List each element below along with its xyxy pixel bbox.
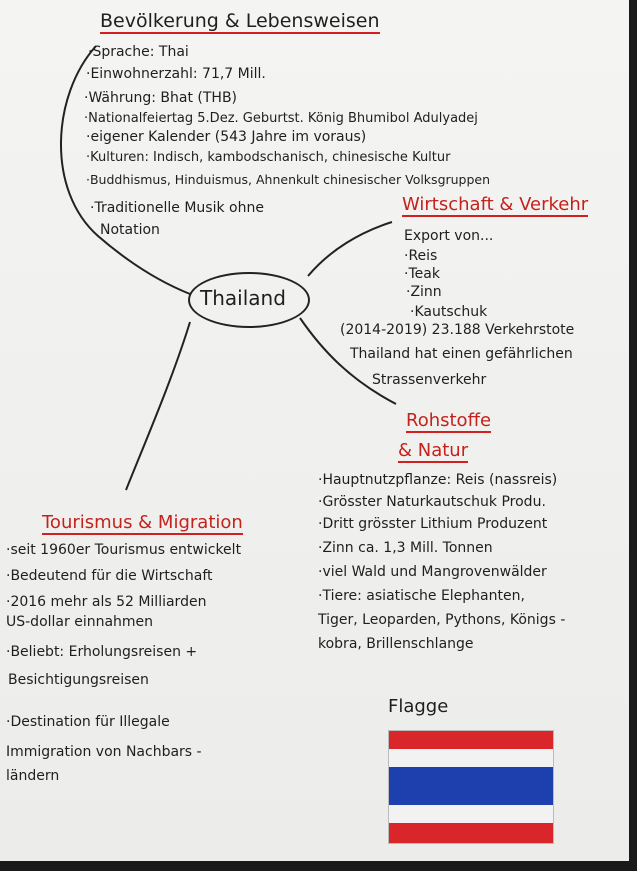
economy-item: ·Zinn bbox=[406, 284, 442, 300]
flag-stripe-white-top bbox=[389, 749, 553, 767]
branch-population bbox=[61, 46, 190, 294]
resources-item: ·Hauptnutzpflanze: Reis (nassreis) bbox=[318, 472, 558, 488]
population-item: ·Sprache: Thai bbox=[88, 44, 189, 60]
resources-heading-line2: & Natur bbox=[398, 440, 469, 461]
tourism-item: ·2016 mehr als 52 Milliarden bbox=[6, 594, 207, 610]
resources-item: ·Tiere: asiatische Elephanten, bbox=[318, 588, 525, 604]
tourism-item: Besichtigungsreisen bbox=[8, 672, 149, 688]
population-item: Notation bbox=[100, 222, 160, 238]
tourism-item: ·Bedeutend für die Wirtschaft bbox=[6, 568, 213, 584]
economy-item: ·Teak bbox=[404, 266, 440, 282]
resources-item: ·Grösster Naturkautschuk Produ. bbox=[318, 494, 546, 510]
economy-item: Thailand hat einen gefährlichen bbox=[350, 346, 573, 362]
tourism-item: ·Destination für Illegale bbox=[6, 714, 170, 730]
resources-item: ·Dritt grösster Lithium Produzent bbox=[318, 516, 548, 532]
economy-item: Export von... bbox=[404, 228, 494, 244]
resources-item: kobra, Brillenschlange bbox=[318, 636, 474, 652]
flag-stripe-red-top bbox=[389, 731, 553, 749]
flag-stripe-red-bottom bbox=[389, 823, 553, 843]
tourism-heading: Tourismus & Migration bbox=[42, 512, 243, 533]
tourism-item: ländern bbox=[6, 768, 60, 784]
branch-tourism bbox=[126, 322, 190, 490]
branch-economy bbox=[308, 222, 392, 276]
economy-item: (2014-2019) 23.188 Verkehrstote bbox=[340, 322, 575, 338]
tourism-item: US-dollar einnahmen bbox=[6, 614, 154, 630]
thailand-flag bbox=[388, 730, 554, 844]
flag-stripe-blue bbox=[389, 767, 553, 805]
flag-stripe-white-bottom bbox=[389, 805, 553, 823]
flag-label: Flagge bbox=[388, 696, 449, 717]
tourism-item: ·Beliebt: Erholungsreisen + bbox=[6, 644, 198, 660]
economy-item: ·Reis bbox=[404, 248, 438, 264]
center-node-label: Thailand bbox=[200, 286, 286, 310]
resources-item: ·Zinn ca. 1,3 Mill. Tonnen bbox=[318, 540, 493, 556]
population-item: ·Währung: Bhat (THB) bbox=[84, 90, 238, 106]
economy-heading: Wirtschaft & Verkehr bbox=[402, 194, 589, 215]
resources-heading-line1: Rohstoffe bbox=[406, 410, 492, 431]
tourism-item: Immigration von Nachbars - bbox=[6, 744, 202, 760]
population-item: ·Kulturen: Indisch, kambodschanisch, chinesische Kultur bbox=[86, 150, 451, 165]
tourism-item: ·seit 1960er Tourismus entwickelt bbox=[6, 542, 242, 558]
population-item: ·Einwohnerzahl: 71,7 Mill. bbox=[86, 66, 266, 82]
population-item: ·Nationalfeiertag 5.Dez. Geburtst. König Bhumibol Adulyadej bbox=[84, 111, 478, 126]
economy-item: ·Kautschuk bbox=[410, 304, 488, 320]
resources-item: Tiger, Leoparden, Pythons, Königs - bbox=[318, 612, 566, 628]
population-item: ·eigener Kalender (543 Jahre im voraus) bbox=[86, 129, 367, 145]
population-heading: Bevölkerung & Lebensweisen bbox=[100, 10, 380, 32]
population-item: ·Traditionelle Musik ohne bbox=[90, 200, 264, 216]
resources-item: ·viel Wald und Mangrovenwälder bbox=[318, 564, 547, 580]
economy-item: Strassenverkehr bbox=[372, 372, 487, 388]
population-item: ·Buddhismus, Hinduismus, Ahnenkult chinesischer Volksgruppen bbox=[86, 172, 491, 187]
